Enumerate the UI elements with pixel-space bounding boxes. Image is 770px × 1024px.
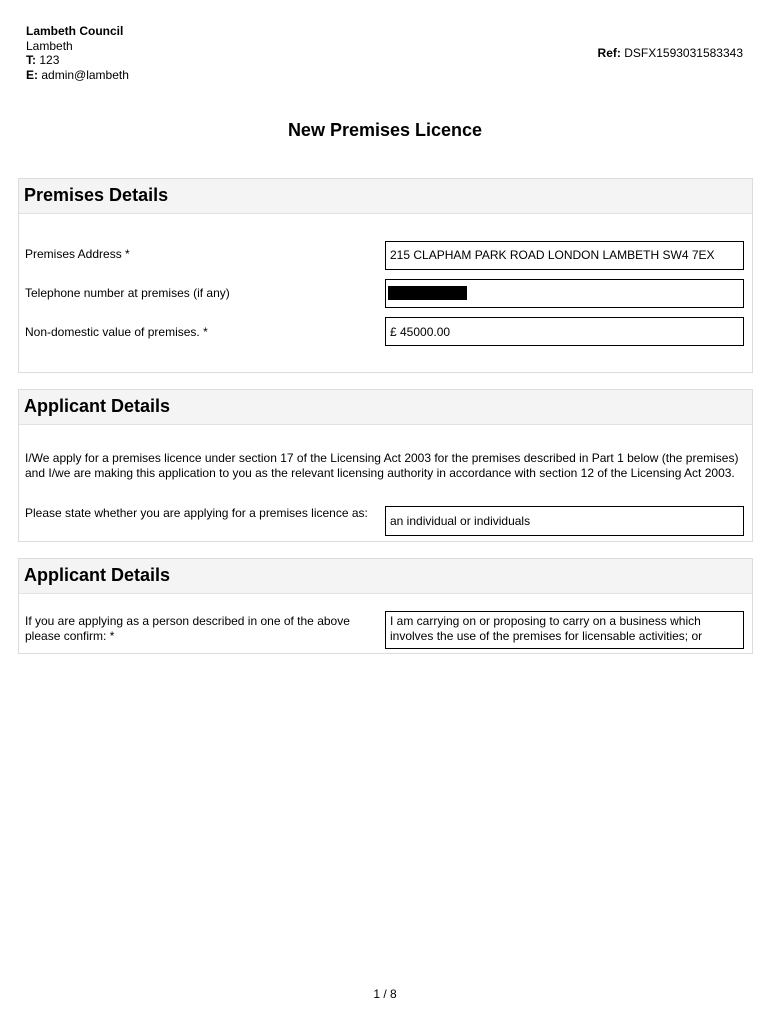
premises-phone-label: Telephone number at premises (if any) [25,286,230,300]
address-field[interactable]: 215 CLAPHAM PARK ROAD LONDON LAMBETH SW4 7EX [385,241,744,270]
premises-value-field[interactable]: £ 45000.00 [385,317,744,346]
ref-label: Ref: [597,46,621,60]
email-value: admin@lambeth [41,67,129,82]
org-name: Lambeth Council [26,24,124,38]
applicant-type-question: Please state whether you are applying for a premises licence as: [25,506,368,520]
applicant-intro: I/We apply for a premises licence under section 17 of the Licensing Act 2003 for the premises described in Part 1 below (the premises) and I/we are making this application to you as the relevant licensing authority in accordance with section 12 of the Licensing Act 2003. [25,451,739,480]
applicant-section-1 [18,389,753,542]
confirm-field[interactable]: I am carrying on or proposing to carry on a business which involves the use of the premises for licensable activities; or [385,611,744,649]
org-block [26,24,129,82]
premises-heading: Premises Details [24,185,169,205]
page-number: 1 / 8 [373,987,397,1001]
confirm-question: If you are applying as a person described in one of the above please confirm: * [25,614,350,643]
email-label: E: [26,67,38,82]
org-phone [26,53,129,68]
value-label: Non-domestic value of premises. * [25,325,208,339]
org-area: Lambeth [26,38,73,53]
redaction-block [388,286,467,300]
premises-header [19,179,752,214]
applicant-heading-1: Applicant Details [24,396,171,416]
applicant-header-2 [19,559,752,594]
applicant-type-field[interactable]: an individual or individuals [385,506,744,536]
phone-label: T: [26,53,36,67]
address-label: Premises Address * [25,247,130,261]
premises-section [18,178,753,373]
reference [598,46,743,60]
applicant-heading-2: Applicant Details [24,565,171,585]
phone-value: 123 [39,53,60,67]
page-title: New Premises Licence [287,120,483,140]
premises-phone-field[interactable] [385,279,744,308]
org-email [26,68,129,83]
ref-value: DSFX1593031583343 [624,46,743,60]
applicant-header-1 [19,390,752,425]
applicant-section-2 [18,558,753,654]
